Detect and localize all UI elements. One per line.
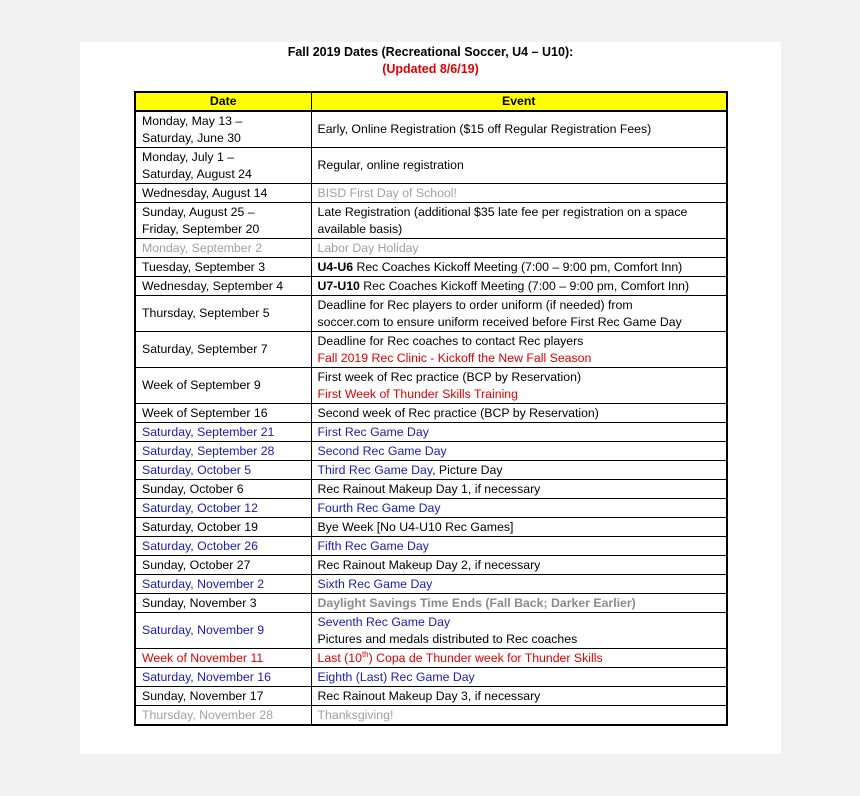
event-cell: Early, Online Registration ($15 off Regular Registration Fees) [311,111,727,148]
date-cell: Saturday, September 28 [135,442,311,461]
page-title: Fall 2019 Dates (Recreational Soccer, U4 – U10): [287,45,574,59]
event-cell: Daylight Savings Time Ends (Fall Back; Darker Earlier) [311,594,727,613]
date-cell: Week of September 9 [135,368,311,404]
event-cell: Seventh Rec Game Day Pictures and medals distributed to Rec coaches [311,613,727,649]
table-row [135,442,727,461]
date-cell: Saturday, October 5 [135,461,311,480]
event-cell: Second week of Rec practice (BCP by Reservation) [311,404,727,423]
date-cell: Sunday, October 27 [135,556,311,575]
table-row [135,499,727,518]
table-row [135,368,727,404]
event-cell: Fourth Rec Game Day [311,499,727,518]
table-row [135,148,727,184]
schedule-table [134,91,728,726]
document-page [80,42,781,754]
table-header-row [135,92,727,111]
date-cell: Sunday, August 25 – Friday, September 20 [135,203,311,239]
date-cell: Week of September 16 [135,404,311,423]
event-cell: Rec Rainout Makeup Day 3, if necessary [311,687,727,706]
date-cell: Tuesday, September 3 [135,258,311,277]
date-cell: Wednesday, August 14 [135,184,311,203]
date-cell: Saturday, October 26 [135,537,311,556]
table-row [135,203,727,239]
event-cell: U7-U10 Rec Coaches Kickoff Meeting (7:00 – 9:00 pm, Comfort Inn) [311,277,727,296]
event-cell: U4-U6 Rec Coaches Kickoff Meeting (7:00 – 9:00 pm, Comfort Inn) [311,258,727,277]
date-cell: Monday, July 1 – Saturday, August 24 [135,148,311,184]
date-cell: Saturday, November 9 [135,613,311,649]
table-row [135,518,727,537]
table-row [135,296,727,332]
title-block [80,44,781,78]
table-row [135,332,727,368]
table-row [135,111,727,148]
event-cell: Second Rec Game Day [311,442,727,461]
event-cell: Deadline for Rec players to order uniform (if needed) from soccer.com to ensure uniform received before First Rec Game Day [311,296,727,332]
event-cell: Deadline for Rec coaches to contact Rec players Fall 2019 Rec Clinic - Kickoff the New Fall Season [311,332,727,368]
table-row [135,480,727,499]
date-cell: Monday, May 13 – Saturday, June 30 [135,111,311,148]
table-row [135,594,727,613]
table-row [135,239,727,258]
table-row [135,556,727,575]
date-cell: Saturday, October 19 [135,518,311,537]
table-row [135,461,727,480]
event-cell: Late Registration (additional $35 late fee per registration on a space available basis) [311,203,727,239]
event-cell: First week of Rec practice (BCP by Reservation) First Week of Thunder Skills Training [311,368,727,404]
date-cell: Week of November 11 [135,649,311,668]
event-cell: Sixth Rec Game Day [311,575,727,594]
event-cell: First Rec Game Day [311,423,727,442]
event-cell: Labor Day Holiday [311,239,727,258]
table-row [135,423,727,442]
event-cell: BISD First Day of School! [311,184,727,203]
table-row [135,613,727,649]
date-cell: Saturday, November 16 [135,668,311,687]
date-cell: Saturday, November 2 [135,575,311,594]
table-row [135,575,727,594]
date-cell: Saturday, October 12 [135,499,311,518]
event-cell: Thanksgiving! [311,706,727,726]
header-event: Event [311,92,727,111]
event-cell: Regular, online registration [311,148,727,184]
table-row [135,706,727,726]
event-cell: Third Rec Game Day, Picture Day [311,461,727,480]
table-row [135,537,727,556]
event-cell: Fifth Rec Game Day [311,537,727,556]
date-cell: Saturday, September 21 [135,423,311,442]
page-subtitle: (Updated 8/6/19) [382,62,479,76]
event-cell: Eighth (Last) Rec Game Day [311,668,727,687]
date-cell: Wednesday, September 4 [135,277,311,296]
event-cell: Last (10th) Copa de Thunder week for Thunder Skills [311,649,727,668]
date-cell: Sunday, October 6 [135,480,311,499]
event-cell: Bye Week [No U4-U10 Rec Games] [311,518,727,537]
table-row [135,649,727,668]
date-cell: Thursday, November 28 [135,706,311,726]
table-row [135,277,727,296]
date-cell: Sunday, November 3 [135,594,311,613]
date-cell: Sunday, November 17 [135,687,311,706]
table-row [135,404,727,423]
date-cell: Monday, September 2 [135,239,311,258]
table-row [135,258,727,277]
table-row [135,687,727,706]
header-date: Date [135,92,311,111]
date-cell: Thursday, September 5 [135,296,311,332]
table-row [135,184,727,203]
event-cell: Rec Rainout Makeup Day 2, if necessary [311,556,727,575]
date-cell: Saturday, September 7 [135,332,311,368]
event-cell: Rec Rainout Makeup Day 1, if necessary [311,480,727,499]
table-row [135,668,727,687]
